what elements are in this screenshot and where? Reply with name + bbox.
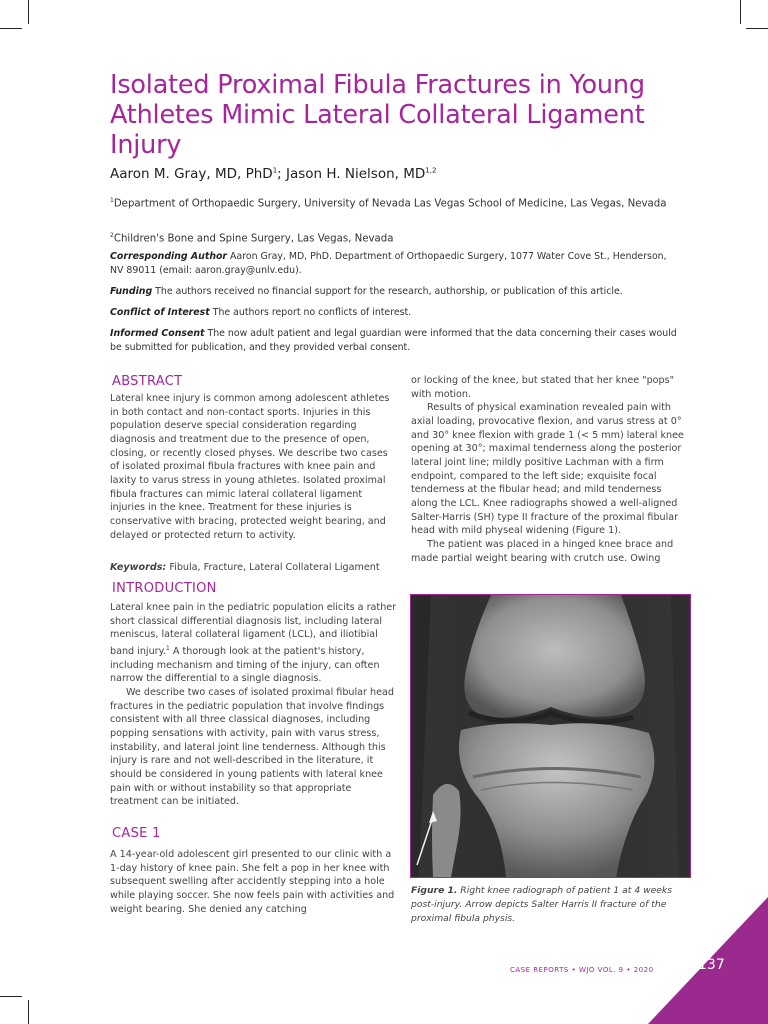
meta-label: Corresponding Author bbox=[110, 251, 228, 262]
introduction-paragraph bbox=[110, 601, 398, 686]
case1-heading: CASE 1 bbox=[112, 826, 161, 841]
citation: 1 bbox=[165, 644, 170, 652]
crop-mark bbox=[28, 0, 29, 24]
author-name: Aaron M. Gray, MD, PhD bbox=[110, 166, 273, 182]
case1-paragraph: The patient was placed in a hinged knee brace and made partial weight bearing with crutch use. Owing bbox=[411, 538, 674, 564]
case1-body bbox=[110, 848, 398, 916]
meta-label: Funding bbox=[110, 286, 153, 297]
affiliation-text: Children's Bone and Spine Surgery, Las Vegas, Nevada bbox=[113, 233, 394, 245]
meta-text: The authors report no conflicts of interest. bbox=[209, 307, 412, 318]
figure-label: Figure 1. bbox=[411, 885, 458, 896]
keywords-text: Fibula, Fracture, Lateral Collateral Ligament bbox=[166, 562, 380, 573]
funding bbox=[110, 285, 680, 299]
conflict-of-interest bbox=[110, 306, 680, 320]
author-affiliation-marker: 1 bbox=[272, 166, 278, 175]
paragraph-text: Lateral knee pain in the pediatric population elicits a rather short classical differential diagnosis list, including lateral meniscus, lateral collateral ligament (LCL), and iliotibial band injury. bbox=[110, 602, 397, 658]
abstract-text: Lateral knee injury is common among adolescent athletes in both contact and non-contact sports. Injuries in this population deserve special consideration regarding diagnosis and treatment due to the presence of open, closing, or recently closed physes. We describe two cases of isolated proximal fibula fractures with knee pain and laxity to varus stress in young athletes. Isolated proximal fibula fractures can mimic lateral collateral ligament injuries in the knee. Treatment for these injuries is conservative with bracing, protected weight bearing, and delayed or protected return to activity. bbox=[110, 393, 390, 541]
affiliation bbox=[110, 228, 670, 246]
keywords-label: Keywords: bbox=[110, 562, 167, 573]
paragraph-text: A thorough look at the patient's history, including mechanism and timing of the injury, can often narrow the differential to a single diagnosis. bbox=[110, 646, 380, 685]
case1-paragraph: Results of physical examination revealed pain with axial loading, provocative flexion, and varus stress at 0° and 30° knee flexion with grade 1 (< 5 mm) lateral knee opening at 30°; maximal tenderness along the posterior lateral joint line; mildly positive Lachman with a firm endpoint, compared to the left side; exquisite focal tenderness at the fibular head; and mild tenderness along the LCL. Knee radiographs showed a well-aligned Salter-Harris (SH) type II fracture of the proximal fibular head with mild physeal widening (Figure 1). bbox=[411, 402, 684, 537]
corresponding-author bbox=[110, 250, 680, 278]
affiliation-text: Department of Orthopaedic Surgery, University of Nevada Las Vegas School of Medicine, Las Vegas, Nevada bbox=[113, 198, 667, 210]
meta-text: Aaron Gray, MD, PhD. Department of Orthopaedic Surgery, 1077 Water Cove St., Henderson, NV 89011 (email: aaron.gray@unlv.edu). bbox=[110, 251, 667, 276]
crop-mark bbox=[28, 1000, 29, 1024]
crop-mark bbox=[740, 0, 741, 24]
case1-paragraph: or locking of the knee, but stated that her knee "pops" with motion. bbox=[411, 375, 675, 400]
affiliation-marker: 2 bbox=[110, 232, 114, 239]
meta-text: The now adult patient and legal guardian were informed that the data concerning their cases would be submitted for publication, and they provided verbal consent. bbox=[110, 328, 677, 353]
meta-text: The authors received no financial support for the research, authorship, or publication of this article. bbox=[152, 286, 623, 297]
author-list bbox=[110, 166, 436, 182]
page-number: 137 bbox=[698, 957, 725, 973]
article-title: Isolated Proximal Fibula Fractures in Young Athletes Mimic Lateral Collateral Ligament Injury bbox=[110, 70, 645, 160]
figure-caption bbox=[411, 884, 691, 926]
meta-label: Informed Consent bbox=[110, 328, 205, 339]
crop-mark bbox=[0, 996, 22, 997]
figure-caption-text: Right knee radiograph of patient 1 at 4 weeks post-injury. Arrow depicts Salter Harris II fracture of the proximal fibula physis. bbox=[411, 885, 673, 924]
introduction-body bbox=[110, 601, 398, 809]
crop-mark bbox=[0, 28, 22, 29]
author-separator: ; bbox=[277, 166, 286, 182]
abstract-body bbox=[110, 392, 398, 542]
running-footer: CASE REPORTS • WJO VOL. 9 • 2020 bbox=[510, 966, 654, 974]
case1-paragraph: A 14-year-old adolescent girl presented to our clinic with a 1-day history of knee pain. She felt a pop in her knee with subsequent swelling after accidently stepping into a hole while playing soccer. She now feels pain with activities and weight bearing. She denied any catching bbox=[110, 849, 395, 915]
introduction-heading: INTRODUCTION bbox=[112, 581, 217, 596]
introduction-paragraph: We describe two cases of isolated proximal fibular head fractures in the pediatric population that involve findings consistent with all three classical diagnoses, including popping sensations with activity, pain with varus stress, instability, and lateral joint line tenderness. Although this injury is rare and not well-described in the literature, it should be considered in young patients with lateral knee pain with or without instability so that appropriate treatment can be initiated. bbox=[110, 687, 394, 808]
right-column-body bbox=[411, 374, 691, 565]
author-name: Jason H. Nielson, MD bbox=[286, 166, 426, 182]
affiliation bbox=[110, 193, 670, 211]
meta-label: Conflict of Interest bbox=[110, 307, 210, 318]
radiograph-illustration bbox=[411, 595, 690, 877]
abstract-heading: ABSTRACT bbox=[112, 374, 183, 389]
keywords bbox=[110, 562, 380, 573]
informed-consent bbox=[110, 327, 680, 355]
knee-radiograph-image bbox=[410, 594, 691, 878]
crop-mark bbox=[746, 28, 768, 29]
affiliation-marker: 1 bbox=[110, 197, 114, 204]
author-affiliation-marker: 1,2 bbox=[425, 166, 437, 175]
